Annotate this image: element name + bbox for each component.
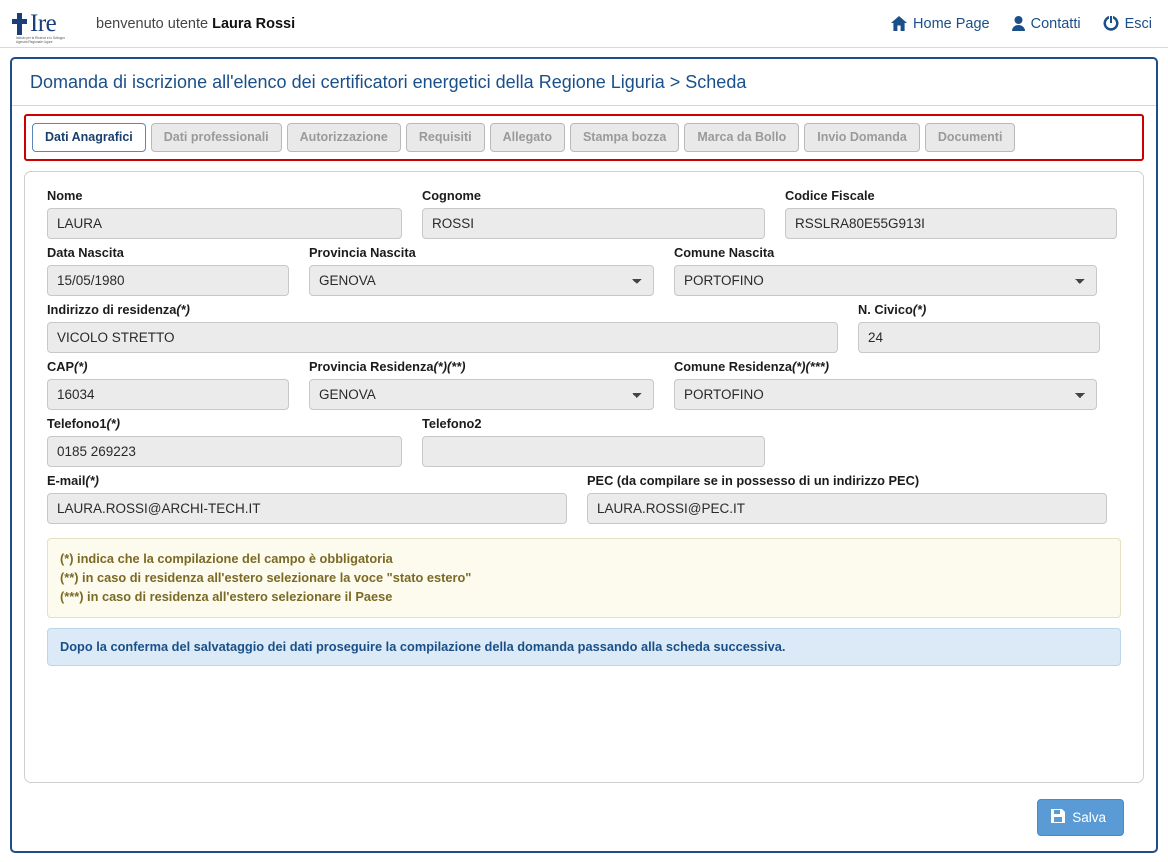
tab-bar: [24, 114, 1144, 161]
input-codice-fiscale[interactable]: [785, 208, 1117, 239]
save-button[interactable]: [1037, 799, 1124, 836]
nav-home-page[interactable]: [891, 16, 990, 32]
select-provincia-nascita[interactable]: [309, 265, 654, 296]
required-fields-note: [47, 538, 1121, 618]
form-footer: [12, 783, 1156, 836]
label-data-nascita: Data Nascita: [47, 245, 124, 260]
input-indirizzo[interactable]: [47, 322, 838, 353]
field-telefono1: [37, 416, 412, 467]
label-telefono1-text: Telefono1: [47, 416, 107, 431]
tab-dati-anagrafici[interactable]: Dati Anagrafici: [32, 123, 146, 152]
main-panel: [10, 57, 1158, 853]
label-provincia-nascita: Provincia Nascita: [309, 245, 416, 260]
field-codice-fiscale: [775, 188, 1127, 239]
label-indirizzo-mark: (*): [176, 302, 190, 317]
field-provincia-residenza: [299, 359, 664, 410]
tab-stampa-bozza[interactable]: Stampa bozza: [570, 123, 679, 152]
nav-esci-label: Esci: [1124, 15, 1152, 32]
select-comune-nascita[interactable]: [674, 265, 1097, 296]
note-line-1: (*) indica che la compilazione del campo è obbligatoria: [60, 551, 393, 566]
logo-text: Ire: [30, 9, 57, 37]
form-row-6: [37, 473, 1131, 524]
label-civico-text: N. Civico: [858, 302, 913, 317]
label-comune-residenza-text: Comune Residenza: [674, 359, 793, 374]
label-email: [47, 473, 567, 488]
input-email[interactable]: [47, 493, 567, 524]
label-comune-residenza: [674, 359, 1097, 374]
label-cap-mark: (*): [74, 359, 88, 374]
label-comune-residenza-mark: (*)(***): [792, 359, 830, 374]
tab-autorizzazione[interactable]: Autorizzazione: [287, 123, 401, 152]
input-cognome[interactable]: [422, 208, 765, 239]
field-telefono2: [412, 416, 775, 467]
form-row-2: [37, 245, 1131, 296]
label-indirizzo: [47, 302, 838, 317]
label-civico: [858, 302, 1100, 317]
label-email-text: E-mail: [47, 473, 86, 488]
note-line-3: (***) in caso di residenza all'estero selezionare il Paese: [60, 589, 393, 604]
label-telefono1-mark: (*): [106, 416, 121, 431]
label-nome: Nome: [47, 188, 83, 203]
welcome-message: [96, 16, 295, 32]
label-provincia-residenza-mark: (*)(**): [433, 359, 466, 374]
label-cognome: Cognome: [422, 188, 482, 203]
tab-marca-da-bollo[interactable]: Marca da Bollo: [684, 123, 799, 152]
nav-home-page-label: Home Page: [913, 15, 990, 32]
label-provincia-residenza-text: Provincia Residenza: [309, 359, 434, 374]
save-icon: [1051, 809, 1065, 826]
field-pec: [577, 473, 1117, 524]
user-name: Laura Rossi: [212, 15, 296, 32]
cross-icon: [12, 13, 27, 35]
form-row-4: [37, 359, 1131, 410]
input-pec[interactable]: [587, 493, 1107, 524]
nav-esci[interactable]: [1103, 16, 1152, 32]
field-provincia-nascita: [299, 245, 664, 296]
logo-caption: Istituto per la Ricerca e lo Sviluppo Agenzia Regionale Ligure: [16, 35, 66, 45]
tab-requisiti[interactable]: Requisiti: [406, 123, 485, 152]
input-civico[interactable]: [858, 322, 1100, 353]
label-comune-nascita: Comune Nascita: [674, 245, 775, 260]
input-cap[interactable]: [47, 379, 289, 410]
ire-logo: [12, 5, 74, 43]
input-nome[interactable]: [47, 208, 402, 239]
field-email: [37, 473, 577, 524]
input-telefono2[interactable]: [422, 436, 765, 467]
label-civico-mark: (*): [912, 302, 927, 317]
input-telefono1[interactable]: [47, 436, 402, 467]
label-pec: PEC (da compilare se in possesso di un indirizzo PEC): [587, 473, 920, 488]
save-button-label: Salva: [1072, 810, 1106, 825]
form-row-5: [37, 416, 1131, 467]
user-icon: [1012, 16, 1025, 31]
select-provincia-residenza[interactable]: [309, 379, 654, 410]
info-message: Dopo la conferma del salvataggio dei dati proseguire la compilazione della domanda passando alla scheda successiva.: [47, 628, 1121, 666]
tab-dati-professionali[interactable]: Dati professionali: [151, 123, 282, 152]
input-data-nascita[interactable]: [47, 265, 289, 296]
home-icon: [891, 16, 907, 31]
top-navigation: [891, 16, 1152, 32]
logout-icon: [1103, 16, 1119, 31]
label-indirizzo-text: Indirizzo di residenza: [47, 302, 177, 317]
label-email-mark: (*): [85, 473, 99, 488]
field-comune-nascita: [664, 245, 1107, 296]
nav-contatti[interactable]: [1012, 16, 1081, 32]
field-indirizzo: [37, 302, 848, 353]
nav-contatti-label: Contatti: [1030, 15, 1081, 32]
label-provincia-residenza: [309, 359, 654, 374]
label-telefono1: [47, 416, 402, 431]
page-title: Domanda di iscrizione all'elenco dei certificatori energetici della Regione Liguria > Scheda: [12, 59, 1156, 106]
tab-allegato[interactable]: Allegato: [490, 123, 565, 152]
field-cap: [37, 359, 299, 410]
welcome-prefix: benvenuto utente: [96, 15, 209, 32]
field-comune-residenza: [664, 359, 1107, 410]
form-row-3: [37, 302, 1131, 353]
field-cognome: [412, 188, 775, 239]
note-line-2: (**) in caso di residenza all'estero selezionare la voce "stato estero": [60, 570, 472, 585]
field-data-nascita: [37, 245, 299, 296]
label-cap: [47, 359, 289, 374]
form-row-1: [37, 188, 1131, 239]
label-cap-text: CAP: [47, 359, 75, 374]
tab-documenti[interactable]: Documenti: [925, 123, 1016, 152]
label-telefono2: Telefono2: [422, 416, 482, 431]
form-card: [24, 171, 1144, 783]
select-comune-residenza[interactable]: [674, 379, 1097, 410]
field-civico: [848, 302, 1110, 353]
tab-invio-domanda[interactable]: Invio Domanda: [804, 123, 920, 152]
top-bar: [0, 0, 1168, 48]
field-nome: [37, 188, 412, 239]
label-codice-fiscale: Codice Fiscale: [785, 188, 875, 203]
